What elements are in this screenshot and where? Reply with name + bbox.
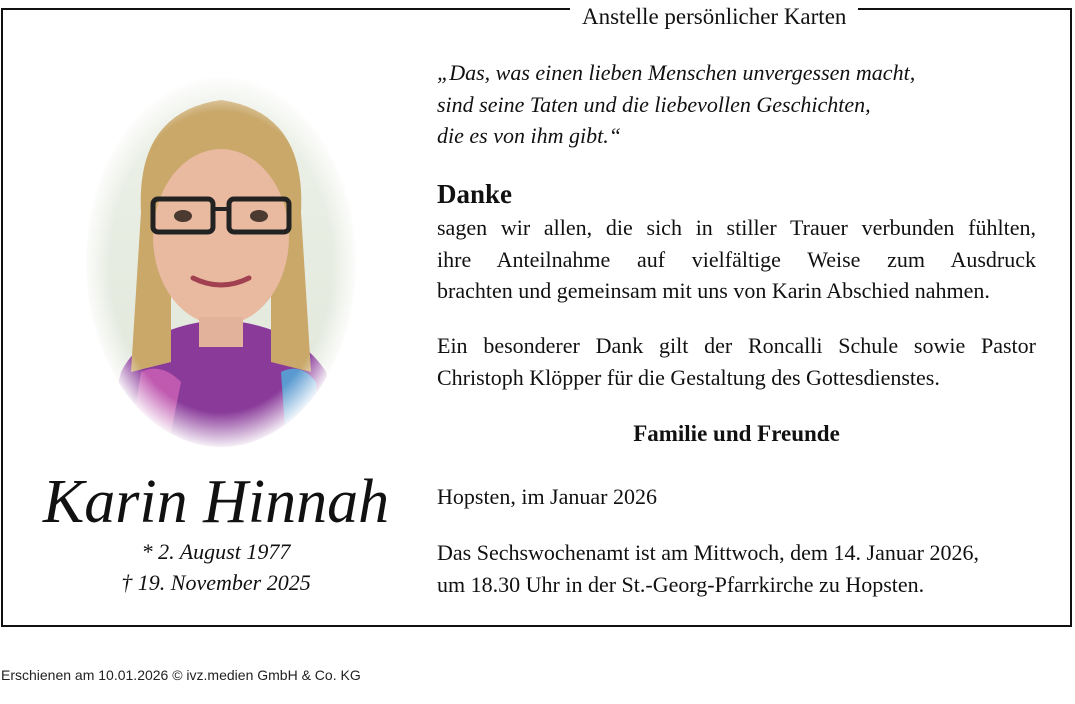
- header-label: Anstelle persönlicher Karten: [570, 4, 858, 30]
- birth-date: * 2. August 1977: [141, 539, 291, 564]
- special-thanks-paragraph: [437, 330, 1036, 393]
- service-line: Das Sechswochenamt ist am Mittwoch, dem 14. Januar 2026,: [437, 540, 979, 565]
- paragraph-line: sagen wir allen, die sich in stiller Trauer verbunden fühlten,: [437, 215, 1036, 240]
- paragraph-line: brachten und gemeinsam mit uns von Karin Abschied nahmen.: [437, 278, 990, 303]
- death-date: † 19. November 2025: [121, 570, 311, 595]
- publication-footer: Erschienen am 10.01.2026 © ivz.medien GmbH & Co. KG: [1, 667, 361, 683]
- paragraph-line: Ein besonderer Dank gilt der Roncalli Schule sowie Pastor: [437, 333, 1036, 358]
- portrait-photo: [81, 72, 361, 452]
- thanks-paragraph: [437, 212, 1036, 307]
- signature: Familie und Freunde: [633, 421, 840, 446]
- service-notice: [437, 537, 1036, 600]
- paragraph-line: ihre Anteilnahme auf vielfältige Weise zum Ausdruck: [437, 246, 1036, 272]
- quote-line: die es von ihm gibt.“: [437, 123, 621, 148]
- deceased-name: Karin Hinnah: [42, 468, 390, 536]
- service-line: um 18.30 Uhr in der St.-Georg-Pfarrkirche zu Hopsten.: [437, 571, 925, 597]
- place-date: Hopsten, im Januar 2026: [437, 484, 657, 509]
- paragraph-line: Christoph Klöpper für die Gestaltung des Gottesdienstes.: [437, 364, 940, 390]
- quote-line: „Das, was einen lieben Menschen unvergessen macht,: [437, 60, 916, 85]
- quote-line: sind seine Taten und die liebevollen Geschichten,: [437, 91, 871, 117]
- thanks-title: Danke: [437, 179, 513, 209]
- quote: [437, 57, 1036, 152]
